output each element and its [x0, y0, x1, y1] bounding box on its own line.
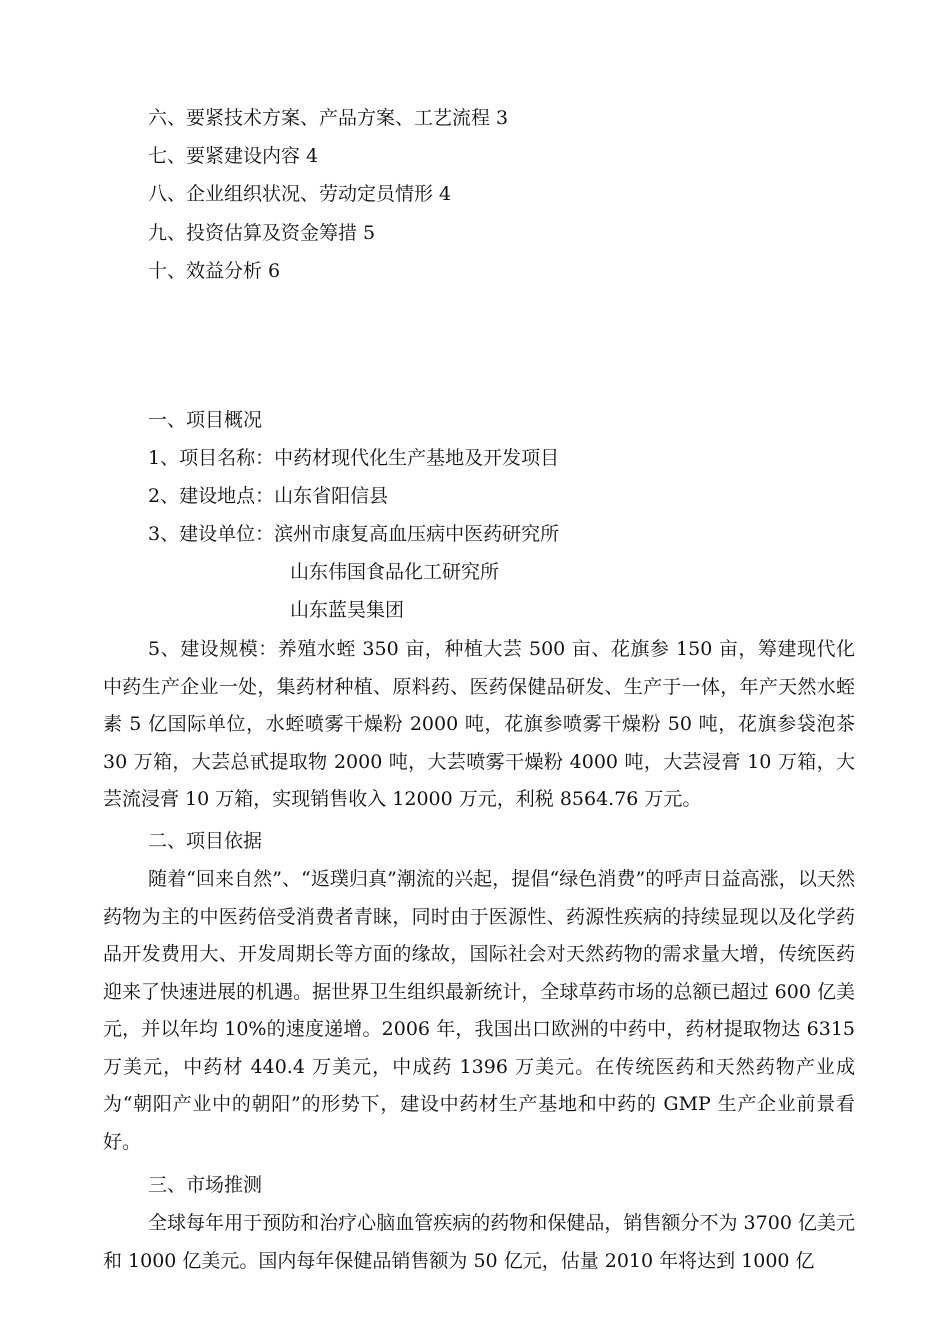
toc-entry: 六、要紧技术方案、产品方案、工艺流程 3 — [148, 107, 509, 129]
project-unit: 3、建设单位：滨州市康复高血压病中医药研究所 — [148, 523, 560, 545]
toc-entry: 八、企业组织状况、劳动定员情形 4 — [148, 183, 452, 205]
section-heading: 二、项目依据 — [148, 830, 263, 852]
construction-scale-paragraph: 5、建设规模：养殖水蛭 350 亩，种植大芸 500 亩、花旗参 150 亩，筹建现代化中药生产企业一处，集药材种植、原料药、医药保健品研发、生产于一体，年产天然水蛭素 5 亿国际单位，水蛭喷雾干燥粉 2000 吨，花旗参喷雾干燥粉 50 吨，花旗参袋泡茶 30 万箱，大芸总甙提取物 2000 吨，大芸喷雾干燥粉 4000 吨，大芸浸膏 10 万箱，大芸流浸膏 10 万箱，实现销售收入 12000 万元，利税 8564.76 万元。 — [103, 638, 855, 810]
section-heading: 一、项目概况 — [148, 409, 263, 431]
project-unit-continued: 山东伟国食品化工研究所 — [290, 561, 500, 583]
toc-entry: 十、效益分析 6 — [148, 260, 281, 282]
toc-entry: 九、投资估算及资金筹措 5 — [148, 222, 376, 244]
section-heading: 三、市场推测 — [148, 1174, 263, 1196]
toc-entry: 七、要紧建设内容 4 — [148, 145, 319, 167]
project-basis-paragraph: 随着“回来自然”、“返璞归真”潮流的兴起，提倡“绿色消费”的呼声日益高涨，以天然药物为主的中医药倍受消费者青睐，同时由于医源性、药源性疾病的持续显现以及化学药品开发费用大、开发周期长等方面的缘故，国际社会对天然药物的需求量大增，传统医药迎来了快速进展的机遇。据世界卫生组织最新统计，全球草药市场的总额已超过 600 亿美元，并以年均 10%的速度递增。2006 年，我国出口欧洲的中药中，药材提取物达 6315 万美元，中药材 440.4 万美元，中成药 1396 万美元。在传统医药和天然药物产业成为“朝阳产业中的朝阳”的形势下，建设中药材生产基地和中药的 GMP 生产企业前景看好。 — [103, 868, 855, 1153]
project-name: 1、项目名称：中药材现代化生产基地及开发项目 — [148, 447, 560, 469]
project-location: 2、建设地点：山东省阳信县 — [148, 485, 389, 507]
market-forecast-paragraph: 全球每年用于预防和治疗心脑血管疾病的药物和保健品，销售额分不为 3700 亿美元和 1000 亿美元。国内每年保健品销售额为 50 亿元，估量 2010 年将达到 1000 亿 — [103, 1212, 855, 1272]
project-unit-continued: 山东蓝昊集团 — [290, 599, 405, 621]
